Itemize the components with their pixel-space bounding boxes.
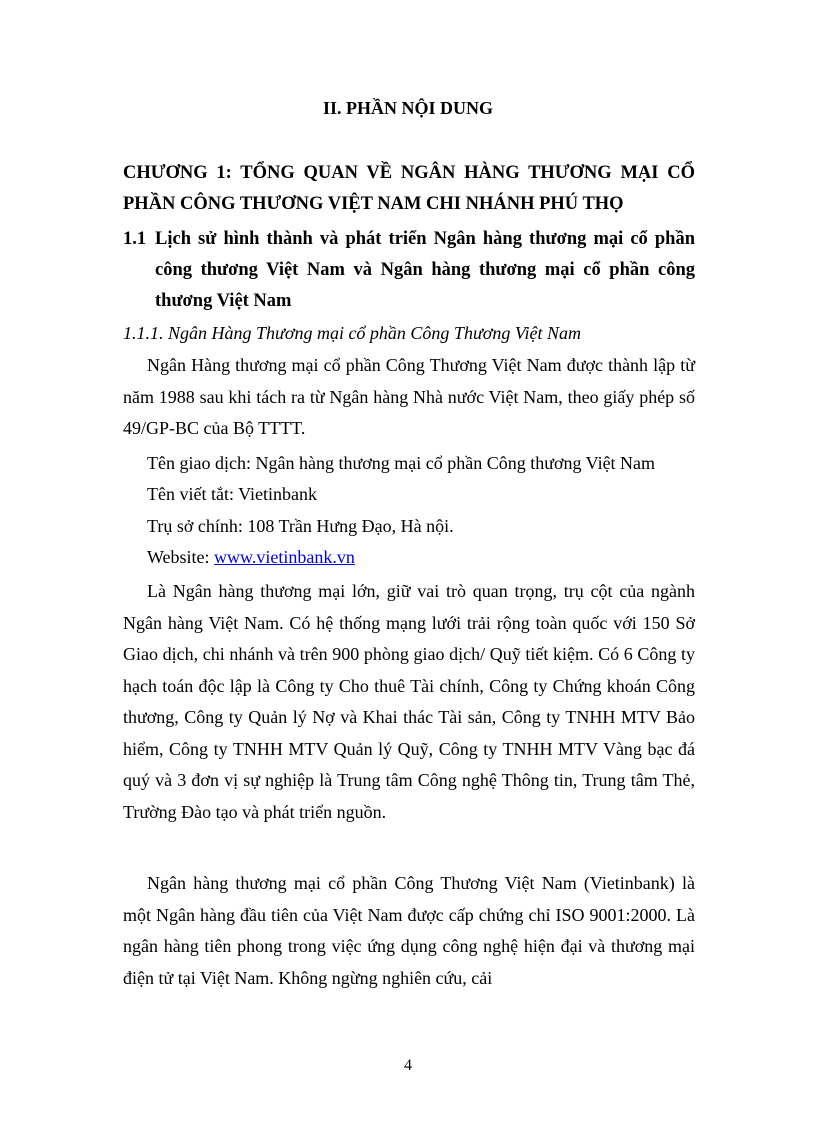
part-title: II. PHẦN NỘI DUNG — [322, 98, 493, 118]
headquarters-line: Trụ sở chính: 108 Trần Hưng Đạo, Hà nội. — [147, 516, 454, 536]
paragraph-role: Là Ngân hàng thương mại lớn, giữ vai trò quan trọng, trụ cột của ngành Ngân hàng Việt Nam. Có hệ thống mạng lưới trải rộng toàn quốc với 150 Sở Giao dịch, chi nhánh và trên 900 phòng giao dịch/ Quỹ tiết kiệm. Có 6 Công ty hạch toán độc lập là Công ty Cho thuê Tài chính, Công ty Chứng khoán Công thương, Công ty Quản lý Nợ và Khai thác Tài sản, Công ty TNHH MTV Bảo hiểm, Công ty TNHH MTV Quản lý Quỹ, Công ty TNHH MTV Vàng bạc đá quý và 3 đơn vị sự nghiệp là Trung tâm Công nghệ Thông tin, Trung tâm Thẻ, Trường Đào tạo và phát triển nguồn. — [123, 581, 695, 822]
website-line — [147, 542, 355, 574]
subsection-title: 1.1.1. Ngân Hàng Thương mại cổ phần Công Thương Việt Nam — [123, 323, 582, 343]
section-number: 1.1 — [123, 229, 147, 249]
website-link[interactable]: www.vietinbank.vn — [214, 547, 355, 567]
website-label: Website: — [147, 547, 215, 567]
short-name-line: Tên viết tắt: Vietinbank — [147, 484, 318, 504]
trade-name-line: Tên giao dịch: Ngân hàng thương mại cổ phần Công thương Việt Nam — [147, 453, 656, 473]
paragraph-founding: Ngân Hàng thương mại cổ phần Công Thương Việt Nam được thành lập từ năm 1988 sau khi tách ra từ Ngân hàng Nhà nước Việt Nam, theo giấy phép số 49/GP-BC của Bộ TTTT. — [123, 355, 695, 438]
paragraph-iso: Ngân hàng thương mại cổ phần Công Thương Việt Nam (Vietinbank) là một Ngân hàng đầu tiên của Việt Nam được cấp chứng chỉ ISO 9001:2000. Là ngân hàng tiên phong trong việc ứng dụng công nghệ hiện đại và thương mại điện tử tại Việt Nam. Không ngừng nghiên cứu, cải — [123, 873, 695, 988]
page-number: 4 — [404, 1057, 412, 1074]
section-title: Lịch sử hình thành và phát triển Ngân hàng thương mại cổ phần công thương Việt Nam và Ngân hàng thương mại cổ phần công thương Việt Nam — [155, 229, 695, 311]
section-heading — [123, 224, 695, 317]
chapter-title: CHƯƠNG 1: TỔNG QUAN VỀ NGÂN HÀNG THƯƠNG MẠI CỔ PHẦN CÔNG THƯƠNG VIỆT NAM CHI NHÁNH PHÚ THỌ — [123, 163, 695, 214]
